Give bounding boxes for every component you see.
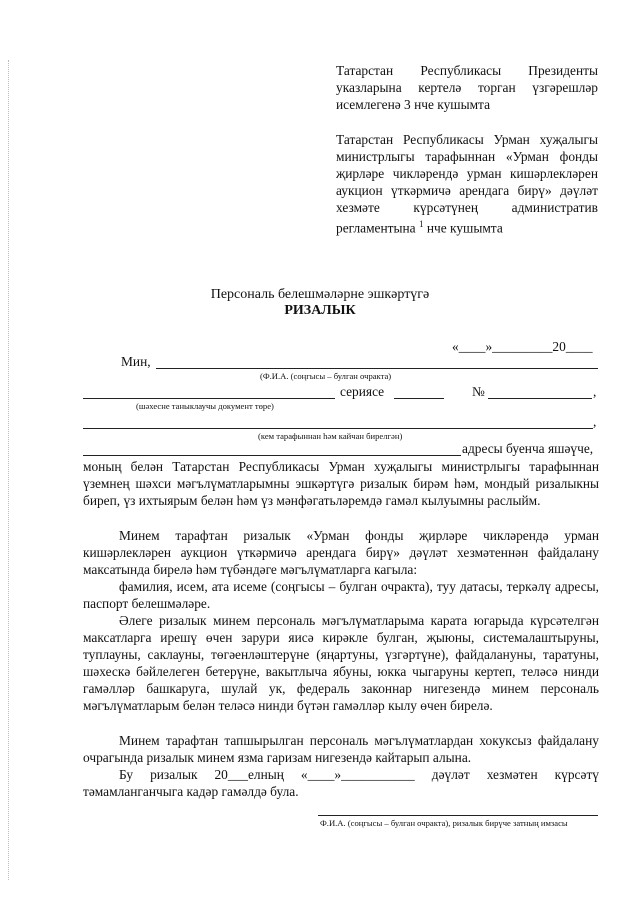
consent-paragraph-3: фамилия, исем, ата исеме (соңгысы – булган очракта), туу датасы, теркәлү адресы, паспорт белешмәләре. [83, 579, 599, 612]
series-label: сериясе [340, 384, 385, 399]
issued-by-caption: (кем тарафыннан һәм кайчан бирелгән) [258, 431, 403, 441]
address-label: адресы буенча яшәүче, [462, 441, 594, 456]
margin-dots [8, 60, 9, 880]
number-label: № [472, 384, 485, 399]
address-line[interactable] [83, 455, 461, 456]
consent-paragraph-5: Минем тарафтан тапшырылган персональ мәгълүматлардан хокуксыз файдалану очрагында ризалык минем язма гаризам нигезендә кайтарып алына. [83, 733, 599, 766]
signature-line[interactable] [318, 815, 598, 816]
fio-line[interactable] [156, 368, 598, 369]
consent-paragraph-4: Әлеге ризалык минем персональ мәгълүматларыма карата югарыда күрсәтелгән максатларга ирешү өчен зарури яисә кирәкле булган, җыюны, системалаштыруны, туплауны, саклауны, төгәенләштерүне (яңартуны, үзгәртүне), файдалануны, таратуны, шәхескә бәйлелеген бетерүне, вакытлыча ябуны, юкка чыгаруны кертеп, теләсә нинди гамәлләр башкаруга, шулай ук, федераль законнар нигезендә минем персональ мәгълүматларым белән теләсә нинди бүтән гамәлләр кылу өчен бирелә. [83, 613, 599, 714]
min-label: Мин, [121, 354, 151, 369]
fio-caption: (Ф.И.А. (соңгысы – булган очракта) [260, 371, 392, 381]
document-title: РИЗАЛЫК [284, 303, 356, 318]
header-regulation-sup: 1 [418, 219, 424, 229]
document-type-caption: (шәхесне таныклаучы документ төре) [136, 401, 274, 411]
consent-paragraph-2: Минем тарафтан ризалык «Урман фонды җирләре чикләрендә урман кишәрлекләрен аукцион үткәрмичә арендага бирү» дәүләт хезмәтеннән файдалану максатында бирелә һәм түбәндәге мәгълүматларга кагыла: [83, 528, 599, 578]
header-regulation-note [336, 131, 598, 236]
header-appendix-note: Татарстан Республикасы Президенты указларына кертелә торган үзгәрешләр исемлегенә 3 нче кушымта [336, 63, 598, 112]
signature-caption: Ф.И.А. (соңгысы – булган очракта), ризалык бирүче затның имзасы [320, 818, 568, 828]
comma-1: , [593, 384, 597, 399]
series-line[interactable] [394, 398, 444, 399]
document-type-line[interactable] [83, 398, 335, 399]
consent-paragraph-1: моның белән Татарстан Республикасы Урман хуҗалыгы министрлыгы тарафыннан үземнең шәхси мәгълүматларымны эшкәртүгә ризалык бирәм һәм, мондый ризалыкны биреп, үз ихтыярым белән һәм үз мәнфәгатьләремдә гамәл кылуымны раслыйм. [83, 459, 599, 509]
consent-paragraph-6: Бу ризалык 20___елның «____»___________ дәүләт хезмәтен күрсәтү тәмамланганчыга кадәр гамәлдә була. [83, 767, 599, 800]
number-line[interactable] [488, 398, 592, 399]
header-regulation-text: Татарстан Республикасы Урман хуҗалыгы министрлыгы тарафыннан «Урман фонды җирләре чикләрендә урман кишәрлекләрен аукцион үткәрмичә арендага бирү» дәүләт хезмәте күрсәтүнең административ регламентына [336, 132, 598, 236]
document-subtitle: Персональ белешмәләрне эшкәртүгә [210, 287, 430, 302]
issued-by-line[interactable] [83, 428, 593, 429]
comma-2: , [593, 414, 597, 429]
date-field[interactable]: «____»_________20____ [452, 339, 593, 354]
header-regulation-suffix: нче кушымта [423, 220, 503, 236]
